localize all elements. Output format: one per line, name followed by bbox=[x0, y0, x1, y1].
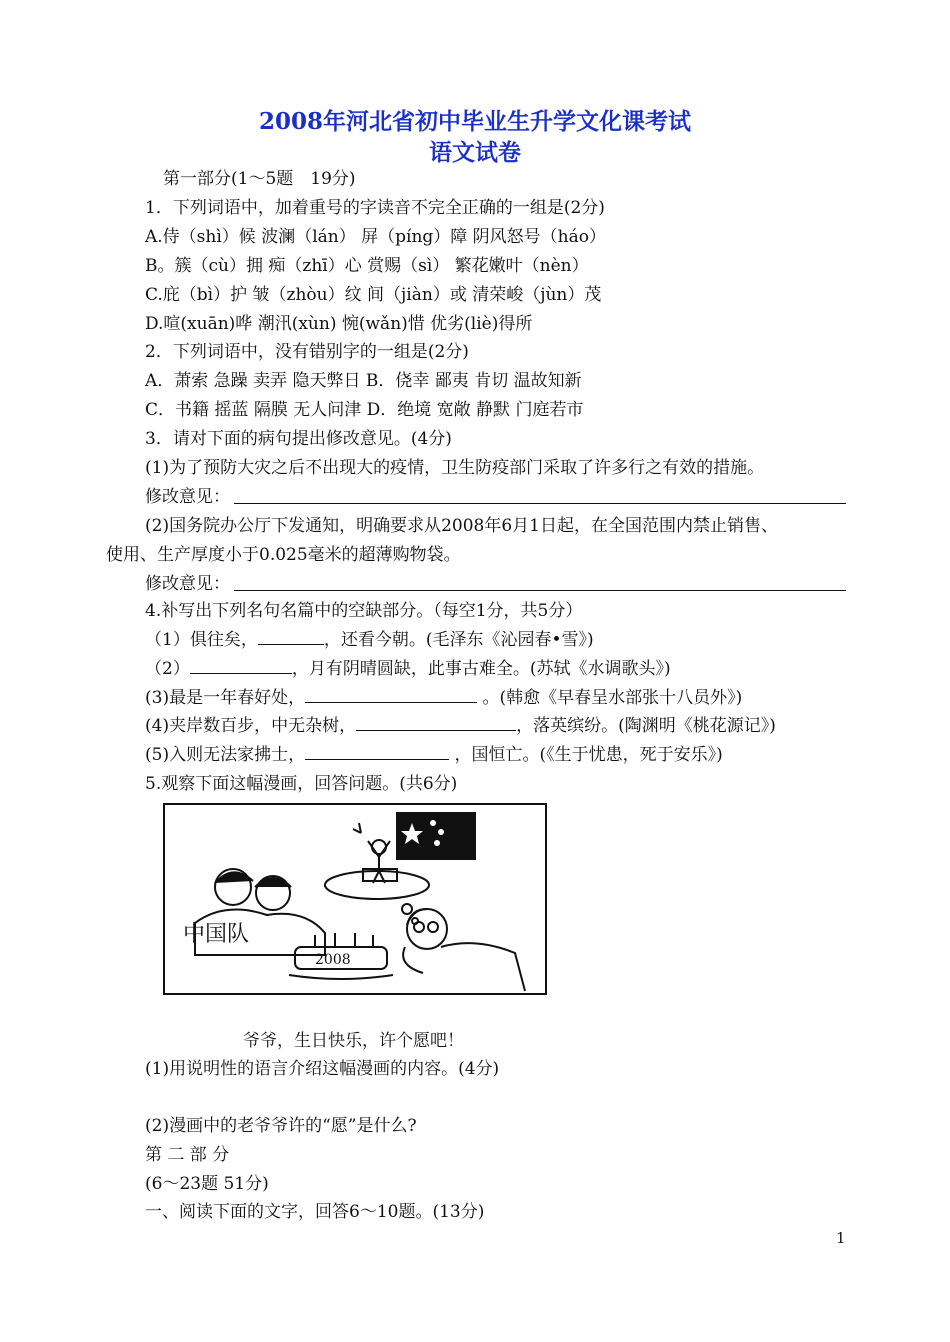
q4-item-1 bbox=[145, 628, 594, 652]
cartoon-team-label: 中国队 bbox=[183, 922, 250, 947]
q1-option-c: C.庇（bì）护 皱（zhòu）纹 间（jiàn）或 清荣峻（jùn）茂 bbox=[145, 285, 602, 305]
part2-range: (6～23题 51分) bbox=[145, 1174, 269, 1194]
q4-item-1-after: ，还看今朝。(毛泽东《沁园春•雪》) bbox=[323, 630, 594, 650]
q3-sentence2-line2: 使用、生产厚度小于0.025毫米的超薄购物袋。 bbox=[106, 545, 461, 565]
q3-fix-label-2: 修改意见： bbox=[145, 574, 230, 594]
q4-item-4 bbox=[145, 714, 776, 738]
part1-heading: 第一部分(1～5题 19分) bbox=[163, 169, 356, 189]
cartoon-image bbox=[163, 803, 547, 995]
cartoon-caption: 爷爷，生日快乐，许个愿吧！ bbox=[243, 1031, 464, 1051]
q4-item-2-after: ，月有阴晴圆缺，此事古难全。(苏轼《水调歌头》) bbox=[291, 659, 671, 679]
q2-stem: 2．下列词语中，没有错别字的一组是(2分) bbox=[145, 342, 469, 362]
q4-blank-5[interactable] bbox=[305, 744, 449, 760]
q4-blank-3[interactable] bbox=[305, 687, 477, 703]
cartoon-drawing bbox=[165, 805, 545, 993]
q4-blank-2[interactable] bbox=[190, 658, 292, 674]
q4-item-2 bbox=[145, 657, 671, 681]
q1-option-b: B。簇（cù）拥 痴（zhī）心 赏赐（sì） 繁花嫩叶（nèn） bbox=[145, 256, 589, 276]
q4-item-3-after: 。(韩愈《早春呈水部张十八员外》) bbox=[477, 688, 743, 708]
q3-sentence2-line1: (2)国务院办公厅下发通知，明确要求从2008年6月1日起，在全国范围内禁止销售、 bbox=[145, 516, 778, 536]
q2-options-row2: C．书籍 摇蓝 隔膜 无人问津 D．绝境 宽敞 静默 门庭若市 bbox=[145, 400, 584, 420]
q3-answer-line-2[interactable] bbox=[234, 590, 846, 591]
q4-item-2-before: （2） bbox=[145, 659, 190, 679]
q3-fix-label-1: 修改意见： bbox=[145, 487, 230, 507]
exam-subtitle: 语文试卷 bbox=[429, 139, 521, 166]
q3-answer-line-1[interactable] bbox=[234, 503, 846, 504]
q5-subquestion-2: (2)漫画中的老爷爷许的“愿”是什么? bbox=[145, 1116, 417, 1136]
q5-subquestion-1: (1)用说明性的语言介绍这幅漫画的内容。(4分) bbox=[145, 1059, 500, 1079]
q1-option-a: A.侍（shì）候 波澜（lán） 屏（píng）障 阴风怒号（háo） bbox=[145, 227, 606, 247]
q4-item-5-after: ，国恒亡。(《生于忧患，死于安乐》) bbox=[449, 745, 723, 765]
q4-item-5-before: (5)入则无法家拂士， bbox=[145, 745, 306, 765]
q4-item-1-before: （1）俱往矣， bbox=[145, 630, 258, 650]
part2-section1: 一、阅读下面的文字，回答6～10题。(13分) bbox=[145, 1202, 485, 1222]
part2-heading: 第 二 部 分 bbox=[145, 1145, 230, 1165]
exam-title: 2008年河北省初中毕业生升学文化课考试 bbox=[258, 108, 691, 135]
q4-blank-1[interactable] bbox=[258, 629, 324, 645]
q2-options-row1: A．萧索 急躁 卖弄 隐天弊日 B．侥幸 鄙夷 肯切 温故知新 bbox=[145, 371, 582, 391]
q4-item-3-before: (3)最是一年春好处， bbox=[145, 688, 306, 708]
q4-blank-4[interactable] bbox=[356, 715, 516, 731]
q4-item-3 bbox=[145, 686, 742, 710]
q3-stem: 3．请对下面的病句提出修改意见。(4分) bbox=[145, 429, 452, 449]
q4-item-5 bbox=[145, 743, 723, 767]
q4-item-4-before: (4)夹岸数百步，中无杂树， bbox=[145, 716, 357, 736]
q1-option-d: D.喧(xuān)哗 潮汛(xùn) 惋(wǎn)惜 优劣(liè)得所 bbox=[145, 314, 533, 334]
cartoon-cake-label: 2008 bbox=[315, 952, 351, 968]
page-number: 1 bbox=[836, 1229, 846, 1247]
q4-item-4-after: ，落英缤纷。(陶渊明《桃花源记》) bbox=[516, 716, 776, 736]
q4-stem: 4.补写出下列名句名篇中的空缺部分。（每空1分，共5分） bbox=[145, 601, 583, 621]
q5-stem: 5.观察下面这幅漫画，回答问题。(共6分) bbox=[145, 774, 458, 794]
q3-sentence1: (1)为了预防大灾之后不出现大的疫情，卫生防疫部门采取了许多行之有效的措施。 bbox=[145, 458, 765, 478]
q1-stem: 1．下列词语中，加着重号的字读音不完全正确的一组是(2分) bbox=[145, 198, 605, 218]
